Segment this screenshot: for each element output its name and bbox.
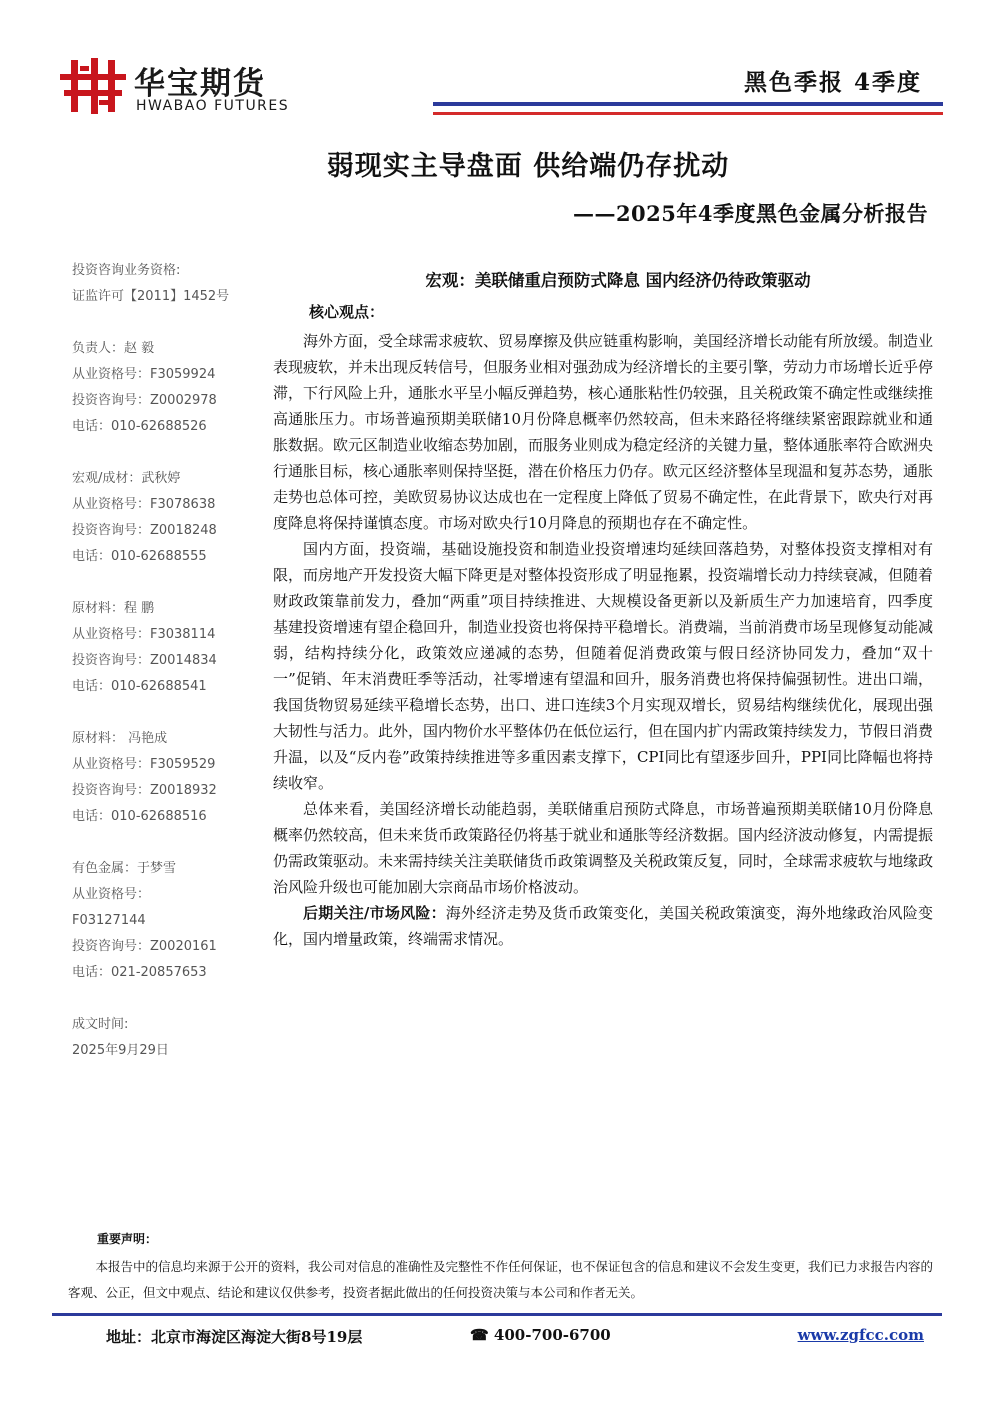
contact-cert: 从业资格号：F3059529 xyxy=(72,757,216,772)
contact-phone: 电话：010-62688516 xyxy=(72,809,207,824)
contact-consult: 投资咨询号：Z0020161 xyxy=(72,939,217,954)
logo-english-name: HWABAO FUTURES xyxy=(136,98,290,114)
footer-phone-number: 400-700-6700 xyxy=(493,1326,611,1344)
risk-label: 后期关注/市场风险： xyxy=(303,904,446,922)
contact-cert: 从业资格号：F3078638 xyxy=(72,497,216,512)
contact-role: 原材料： 冯艳成 xyxy=(72,731,168,746)
paragraph-domestic: 国内方面，投资端，基础设施投资和制造业投资增速均延续回落趋势，对整体投资支撑相对有限，而房地产开发投资大幅下降更是对整体投资形成了明显拖累，投资端增长动力持续衰减，但随着财政政策靠前发力，叠加“两重”项目持续推进、大规模设备更新以及新质生产力加速培育，四季度基建投资增速有望企稳回升，制造业投资也将保持平稳增长。消费端，当前消费市场呈现修复动能减弱，结构持续分化，政策效应递减的态势，但随着促消费政策与假日经济协同发力，叠加“双十一”促销、年末消费旺季等活动，社零增速有望温和回升，服务消费也将保持偏强韧性。进出口端，我国货物贸易延续平稳增长态势，出口、进口连续3个月实现双增长，贸易结构继续优化，展现出强大韧性与活力。此外，国内物价水平整体仍在低位运行，但在国内扩内需政策持续发力，节假日消费升温，以及“反内卷”政策持续推进等多重因素支撑下，CPI同比有望逐步回升，PPI同比降幅也将持续收窄。 xyxy=(273,540,934,792)
contact-block xyxy=(72,596,262,700)
contact-block xyxy=(72,856,262,986)
contact-role: 有色金属：于梦雪 xyxy=(72,861,177,876)
core-view-label: 核心观点： xyxy=(309,303,385,321)
disclaimer-body: 本报告中的信息均来源于公开的资料，我公司对信息的准确性及完整性不作任何保证，也不保证包含的信息和建议不会发生变更，我们已力求报告内容的客观、公正，但文中观点、结论和建议仅供参考，投资者据此做出的任何投资决策与本公司和作者无关。 xyxy=(68,1259,934,1300)
company-logo xyxy=(58,56,308,118)
footer-address: 地址：北京市海淀区海淀大街8号19层 xyxy=(106,1328,363,1346)
contact-block xyxy=(72,726,262,830)
contact-block xyxy=(72,466,262,570)
contact-consult: 投资咨询号：Z0018248 xyxy=(72,523,217,538)
contact-cert: 从业资格号：F3038114 xyxy=(72,627,216,642)
analyst-sidebar xyxy=(72,258,262,1064)
contact-role: 原材料：程 鹏 xyxy=(72,601,155,616)
report-body xyxy=(273,266,933,952)
date-value: 2025年9月29日 xyxy=(72,1043,169,1058)
contact-consult: 投资咨询号：Z0002978 xyxy=(72,393,217,408)
footer-divider xyxy=(52,1313,942,1316)
contact-phone: 电话：010-62688541 xyxy=(72,679,207,694)
contact-role: 宏观/成材：武秋婷 xyxy=(72,471,181,486)
risk-text: 海外经济走势及货币政策变化，美国关税政策演变，海外地缘政治风险变化，国内增量政策，终端需求情况。 xyxy=(273,904,933,948)
phone-icon: ☎ xyxy=(470,1326,494,1344)
header-divider-red xyxy=(433,112,943,115)
contact-cert-value: F03127144 xyxy=(72,913,146,928)
hwabao-logo-icon xyxy=(58,56,128,116)
contact-phone: 电话：010-62688526 xyxy=(72,419,207,434)
footer-phone xyxy=(470,1326,611,1344)
contact-consult: 投资咨询号：Z0014834 xyxy=(72,653,217,668)
contact-phone: 电话：010-62688555 xyxy=(72,549,207,564)
date-label: 成文时间: xyxy=(72,1017,129,1032)
paragraph-overseas: 海外方面，受全球需求疲软、贸易摩擦及供应链重构影响，美国经济增长动能有所放缓。制造业表现疲软，并未出现反转信号，但服务业相对强劲成为经济增长的主要引擎，劳动力市场增长近乎停滞，下行风险上升，通胀水平呈小幅反弹趋势，核心通胀粘性仍较强，且关税政策不确定性或继续推高通胀压力。市场普遍预期美联储10月份降息概率仍然较高，但未来路径将继续紧密跟踪就业和通胀数据。欧元区制造业收缩态势加剧，而服务业则成为稳定经济的关键力量，整体通胀率符合欧洲央行通胀目标，核心通胀率则保持坚挺，潜在价格压力仍存。欧元区经济整体呈现温和复苏态势，通胀走势也总体可控，美欧贸易协议达成也在一定程度上降低了贸易不确定性，在此背景下，欧央行对再度降息将保持谨慎态度。市场对欧央行10月降息的预期也存在不确定性。 xyxy=(273,332,934,532)
footer-website-link[interactable]: www.zgfcc.com xyxy=(797,1326,924,1344)
contact-cert: 从业资格号：F3059924 xyxy=(72,367,216,382)
qualification-label: 投资咨询业务资格: xyxy=(72,263,181,278)
logo-chinese-name: 华宝期货 xyxy=(134,66,266,102)
disclaimer-title: 重要声明： xyxy=(97,1232,158,1246)
contact-block xyxy=(72,336,262,440)
page-footer xyxy=(0,1326,992,1350)
section-heading: 宏观：美联储重启预防式降息 国内经济仍待政策驱动 xyxy=(425,271,811,290)
report-subtitle: ——2025年4季度黑色金属分析报告 xyxy=(572,201,928,226)
header-divider-blue xyxy=(433,102,943,106)
contact-role: 负责人：赵 毅 xyxy=(72,341,155,356)
contact-consult: 投资咨询号：Z0018932 xyxy=(72,783,217,798)
paragraph-risk xyxy=(273,900,933,952)
report-type-tag: 黑色季报 4季度 xyxy=(743,69,922,96)
qualification-value: 证监许可【2011】1452号 xyxy=(72,289,230,304)
contact-cert-label: 从业资格号： xyxy=(72,887,151,902)
report-title: 弱现实主导盘面 供给端仍存扰动 xyxy=(326,151,730,182)
paragraph-summary: 总体来看，美国经济增长动能趋弱，美联储重启预防式降息，市场普遍预期美联储10月份降息概率仍然较高，但未来货币政策路径仍将基于就业和通胀等经济数据。国内经济波动修复，内需提振仍需政策驱动。未来需持续关注美联储货币政策调整及关税政策反复，同时，全球需求疲软与地缘政治风险升级也可能加剧大宗商品市场价格波动。 xyxy=(273,800,934,896)
contact-phone: 电话：021-20857653 xyxy=(72,965,207,980)
